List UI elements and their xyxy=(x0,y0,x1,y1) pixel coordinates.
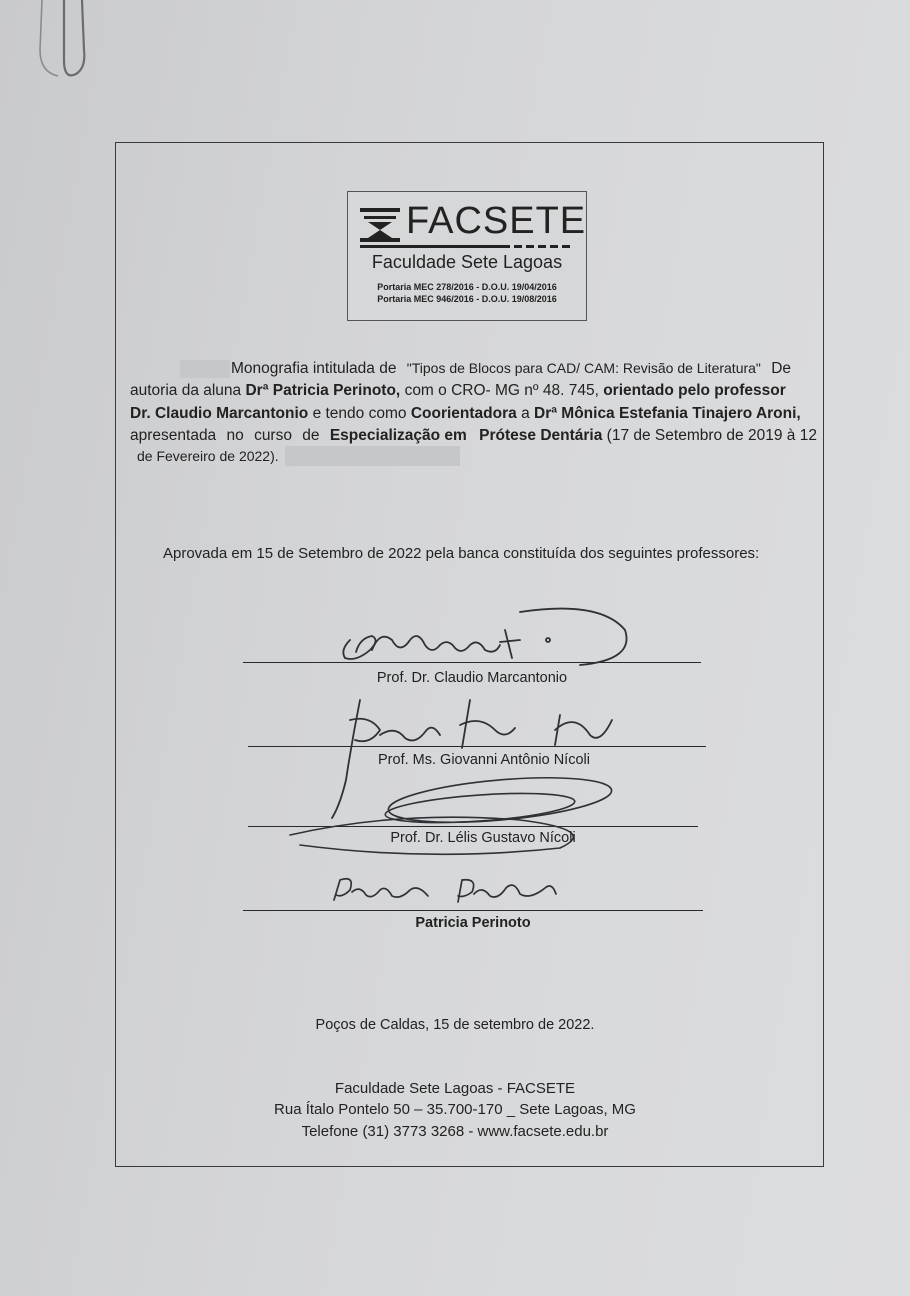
logo-portaria-2: Portaria MEC 946/2016 - D.O.U. 19/08/2016 xyxy=(377,294,557,304)
signatory-caption: Prof. Dr. Lélis Gustavo Nícoli xyxy=(390,830,576,846)
logo-portaria-1: Portaria MEC 278/2016 - D.O.U. 19/04/2016 xyxy=(377,282,557,292)
body-text: e tendo como xyxy=(312,405,407,422)
body-text: a xyxy=(521,405,530,422)
body-line-3 xyxy=(130,405,801,423)
signature-line xyxy=(243,662,701,663)
signature-line xyxy=(248,826,698,827)
body-line-5: de Fevereiro de 2022). xyxy=(137,448,279,464)
course-dates: (17 de Setembro de 2019 à 12 xyxy=(606,427,817,444)
body-line-4 xyxy=(130,427,817,445)
logo-dash-rule xyxy=(360,244,575,250)
redaction-block xyxy=(285,446,460,466)
body-text-bold: orientado pelo professor xyxy=(603,382,786,399)
logo-subtitle: Faculdade Sete Lagoas xyxy=(371,252,563,272)
course-name: Prótese Dentária xyxy=(479,427,603,444)
body-text: apresentada xyxy=(130,427,217,444)
body-text: de xyxy=(302,427,320,444)
footer-contact: Telefone (31) 3773 3268 - www.facsete.edu.br xyxy=(301,1123,609,1140)
coadvisor-name: Drª Mônica Estefania Tinajero Aroni, xyxy=(534,405,801,422)
course-label: Especialização em xyxy=(329,427,467,444)
logo-name: FACSETE xyxy=(406,200,587,242)
body-text: no xyxy=(226,427,244,444)
student-name: Drª Patricia Perinoto, xyxy=(245,382,401,399)
place-date: Poços de Caldas, 15 de setembro de 2022. xyxy=(315,1017,595,1033)
body-text: Monografia intitulada de xyxy=(231,360,397,377)
approval-statement: Aprovada em 15 de Setembro de 2022 pela banca constituída dos seguintes professores: xyxy=(163,545,760,562)
body-text: curso xyxy=(254,427,292,444)
signatory-caption: Prof. Dr. Claudio Marcantonio xyxy=(376,670,568,686)
body-line-2 xyxy=(130,382,786,400)
footer-institution: Faculdade Sete Lagoas - FACSETE xyxy=(334,1080,576,1097)
paperclip-icon xyxy=(34,0,94,90)
signatory-caption: Patricia Perinoto xyxy=(415,915,531,931)
body-text: De xyxy=(771,360,792,377)
signatory-caption: Prof. Ms. Giovanni Antônio Nícoli xyxy=(378,752,590,768)
body-text-bold: Coorientadora xyxy=(410,405,517,422)
redaction-block xyxy=(180,360,230,378)
body-line-1 xyxy=(231,360,791,378)
footer-address: Rua Ítalo Pontelo 50 – 35.700-170 _ Sete Lagoas, MG xyxy=(274,1101,636,1118)
facsete-emblem-icon xyxy=(360,208,400,242)
monograph-title: "Tipos de Blocos para CAD/ CAM: Revisão de Literatura" xyxy=(406,360,761,376)
cro-number: com o CRO- MG nº 48. 745, xyxy=(404,382,599,399)
body-text: autoria da aluna xyxy=(130,382,242,399)
advisor-name: Dr. Claudio Marcantonio xyxy=(130,405,309,422)
signature-line xyxy=(243,910,703,911)
signature-line xyxy=(248,746,706,747)
facsete-logo xyxy=(347,191,587,321)
